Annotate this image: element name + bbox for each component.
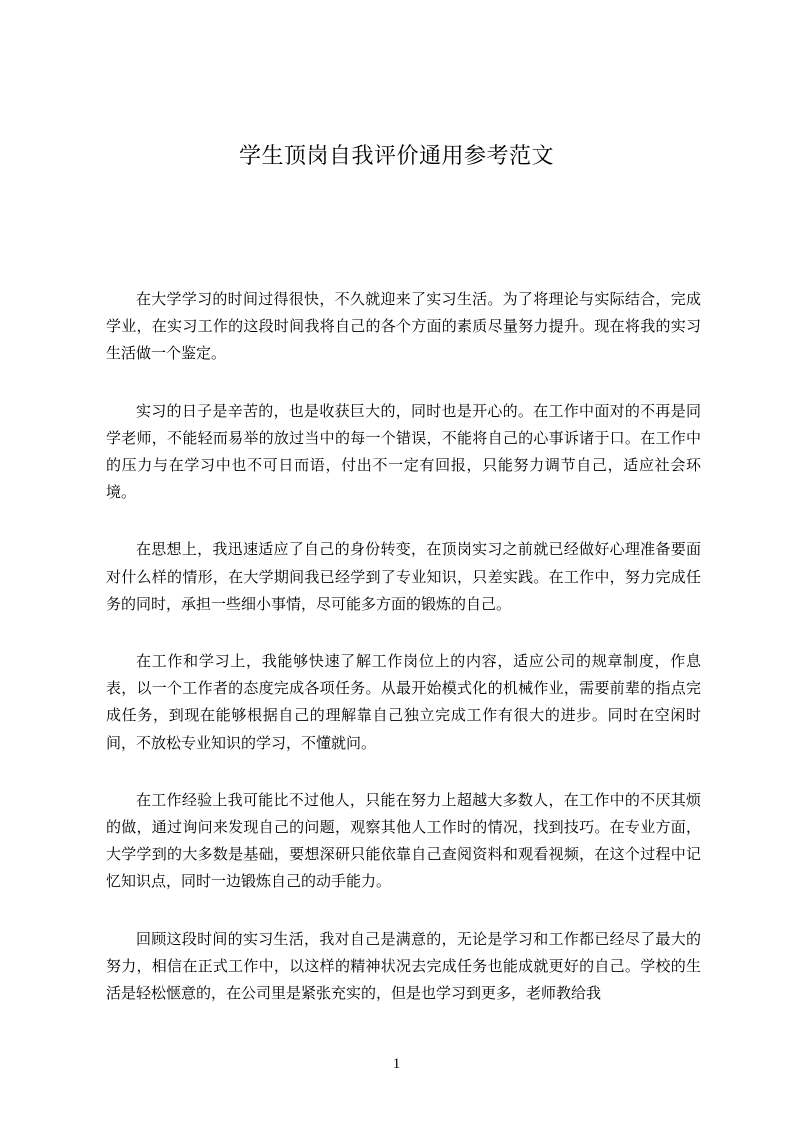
paragraph: 回顾这段时间的实习生活，我对自己是满意的，无论是学习和工作都已经尽了最大的努力，相信在正式工作中，以这样的精神状况去完成任务也能成就更好的自己。学校的生活是轻松惬意的，在公司里是紧张充实的，但是也学习到更多，老师教给我 <box>106 929 701 1003</box>
page-number: 1 <box>392 1056 401 1072</box>
paragraph: 实习的日子是辛苦的，也是收获巨大的，同时也是开心的。在工作中面对的不再是同学老师，不能轻而易举的放过当中的每一个错误，不能将自己的心事诉诸于口。在工作中的压力与在学习中也不可日而语，付出不一定有回报，只能努力调节自己，适应社会环境。 <box>106 401 701 502</box>
document-title: 学生顶岗自我评价通用参考范文 <box>238 144 554 169</box>
document-body <box>106 286 701 1037</box>
paragraph: 在思想上，我迅速适应了自己的身份转变，在顶岗实习之前就已经做好心理准备要面对什么样的情形，在大学期间我已经学到了专业知识，只差实践。在工作中，努力完成任务的同时，承担一些细小事情，尽可能多方面的锻炼的自己。 <box>106 540 701 613</box>
paragraph: 在工作经验上我可能比不过他人，只能在努力上超越大多数人，在工作中的不厌其烦的做，通过询问来发现自己的问题，观察其他人工作时的情况，找到技巧。在专业方面，大学学到的大多数是基础，要想深研只能依靠自己查阅资料和观看视频，在这个过程中记忆知识点，同时一边锻炼自己的动手能力。 <box>106 790 701 891</box>
paragraph: 在大学学习的时间过得很快，不久就迎来了实习生活。为了将理论与实际结合，完成学业，在实习工作的这段时间我将自己的各个方面的素质尽量努力提升。现在将我的实习生活做一个鉴定。 <box>106 290 701 363</box>
paragraph: 在工作和学习上，我能够快速了解工作岗位上的内容，适应公司的规章制度，作息表，以一个工作者的态度完成各项任务。从最开始模式化的机械作业，需要前辈的指点完成任务，到现在能够根据自己的理解靠自己独立完成工作有很大的进步。同时在空闲时间，不放松专业知识的学习，不懂就问。 <box>106 652 701 752</box>
